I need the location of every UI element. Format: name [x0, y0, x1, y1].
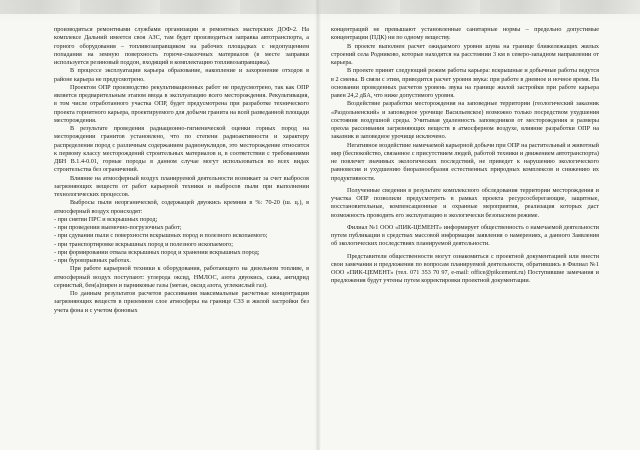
- right-text-column: [331, 26, 599, 442]
- list-item: - при проведении выемочно-погрузочных работ;: [54, 224, 182, 231]
- paragraph: Негативное воздействие намечаемой карьерной добычи при ОПР на растительный и животный мир (беспокойство, связанное с присутствием людей, работой техники и движением автотранспорта) не повлечет значимых экологических последствий, не приведет к нарушению экологического равновесия и ухудшению биоразнообразия естественных природных комплексов и снижению их продуктивности.: [331, 141, 599, 182]
- paragraph: В проекте выполнен расчет ожидаемого уровня шума на границе ближележащих жилых строений села Родниково, которые находятся на расстоянии 3 км в северо-западном направлении от карьера.: [331, 42, 599, 66]
- paragraph: Полученные сведения в результате комплексного обследования территории месторождения и участка ОПР позволили предусмотреть в рамках проекта ресурсосберегающие, защитные, восстановительные, компенсационные и охранные мероприятия, реализация которых даст возможность проводить его эксплуатацию в экологически безопасном режиме.: [331, 186, 599, 219]
- paragraph: При работе карьерной техники к оборудования, работающего на дизельном топливе, в атмосферный воздух поступают: углерода оксид, НМЛОС, азота двуокись, сажа, ангидрид сернистый, бен(а)пирен и парниковые газы (метан, оксид азота, углекислый газ).: [54, 265, 309, 289]
- list-item: - при формировании отвала вскрышных пород и хранении вскрышных пород;: [54, 248, 260, 256]
- page-fold-shadow: [315, 0, 321, 450]
- list-item: - при снятии ПРС и вскрышных пород;: [54, 215, 158, 223]
- paragraph: Филиал №1 ООО «ПИК-ЦЕМЕНТ» информирует общественность о намечаемой деятельности путем публикации в средствах массовой информации заявления о намерениях, а данного Заявления об экологических последствиях планируемой деятельности.: [331, 223, 599, 248]
- paragraph: Выбросы пыли неорганической, содержащей двуокись кремния в %: 70-20 (ш. ц.), в атмосферный воздух происходят:: [54, 199, 309, 215]
- left-text-column: [54, 26, 309, 442]
- paragraph: Проектом ОПР производство рекультивационных работ не предусмотрено, так как ОПР является предварительным этапом ввода в эксплуатацию всего месторождения. Рекультивация, в том числе отработанного участка ОПР, будет предусмотрена при разработке технического проекта горнитного карьера, проектируемого для добычи гранита на всей разведанной площади месторождения.: [54, 83, 309, 124]
- list-item: - при транспортировке вскрышных пород и полезного ископаемого;: [54, 240, 233, 248]
- paragraph: концентраций не превышают установленные санитарные нормы – предельно допустимые концентрации (ПДК) ни по одному веществу.: [331, 26, 599, 42]
- paragraph: По данным результатов расчетов рассеивания максимальные расчетные концентрации загрязняющих веществ в приземном слое атмосферы на границе СЗЗ и жилой застройки без учета фона и с учетом фоновых: [54, 290, 309, 314]
- paragraph: производиться ремонтными службами организации в ремонтных мастерских ДОФ-2. На комплексе Дальний имеется своя АЗС, там будет производиться заправка автотранспорта, а горного оборудования – топливозаправщиком на рабочих площадках с недопущением попадания на земную поверхность горюче-смазочных материалов (в месте заправки используется резиновый поддон, входящий в комплектацию топливозаправщика).: [54, 26, 309, 66]
- list-item: - при сдувании пыли с поверхности вскрышных пород и полезного ископаемого;: [54, 232, 268, 240]
- list-item: - при буровзрывных работах.: [54, 257, 131, 264]
- paragraph: Влияние на атмосферный воздух планируемой деятельности возникает за счет выбросов загрязняющих веществ от работ карьерной техники и выбросов пыли при выполнении технологических процессов.: [54, 174, 309, 198]
- emission-sources-list: [54, 216, 309, 266]
- paragraph: В проекте принят следующий режим работы карьера: вскрышные и добычные работы ведутся в 2 смены. В связи с этим, приводится расчет уровня звука: при работе в дневное и ночное время. На основании проведенных расчетов уровень звука на границе жилой застройки при работе карьера равен 24,2 дБА, что ниже допустимого уровня.: [331, 67, 599, 99]
- paragraph: Воздействие разработки месторождения на заповедные территории (геологический заказник «Раздольненский» и заповедное урочище Васильевское) возможно только посредством ухудшения состояния воздушной среды. Учитывая удаленность заповедников от месторождения и размеры ореола рассеивания загрязняющих веществ в атмосферном воздухе, влияние разработки ОПР на заказник и заповедное урочище исключено.: [331, 100, 599, 141]
- paragraph: Представители общественности могут ознакомиться с проектной документацией или внести свои замечания и предложения по вопросам планируемой деятельности, обратившись в Филиал №1 ООО «ПИК-ЦЕМЕНТ» (тел. 071 353 70 97, e-mail: office@pikcement.ru) Поступившие замечания и предложения будут учтены путем корректировки проектной документации.: [331, 252, 599, 285]
- paragraph: В процессе эксплуатации карьера образование, накопление и захоронение отходов в районе карьера не предусмотрено.: [54, 67, 309, 83]
- paragraph: В результате проведения радиационно-гигиенической оценки горных пород на месторождении гранитов установлено, что по степени радиоактивности и характеру распределения пород с различным содержанием радионуклидов, это месторождение относится к первому классу месторождений строительных материалов и, в соответствии с требованиями ДБН В.1.4-0.01, горные породы в данном случае могут использоваться во всех видах строительства без ограничений.: [54, 125, 309, 174]
